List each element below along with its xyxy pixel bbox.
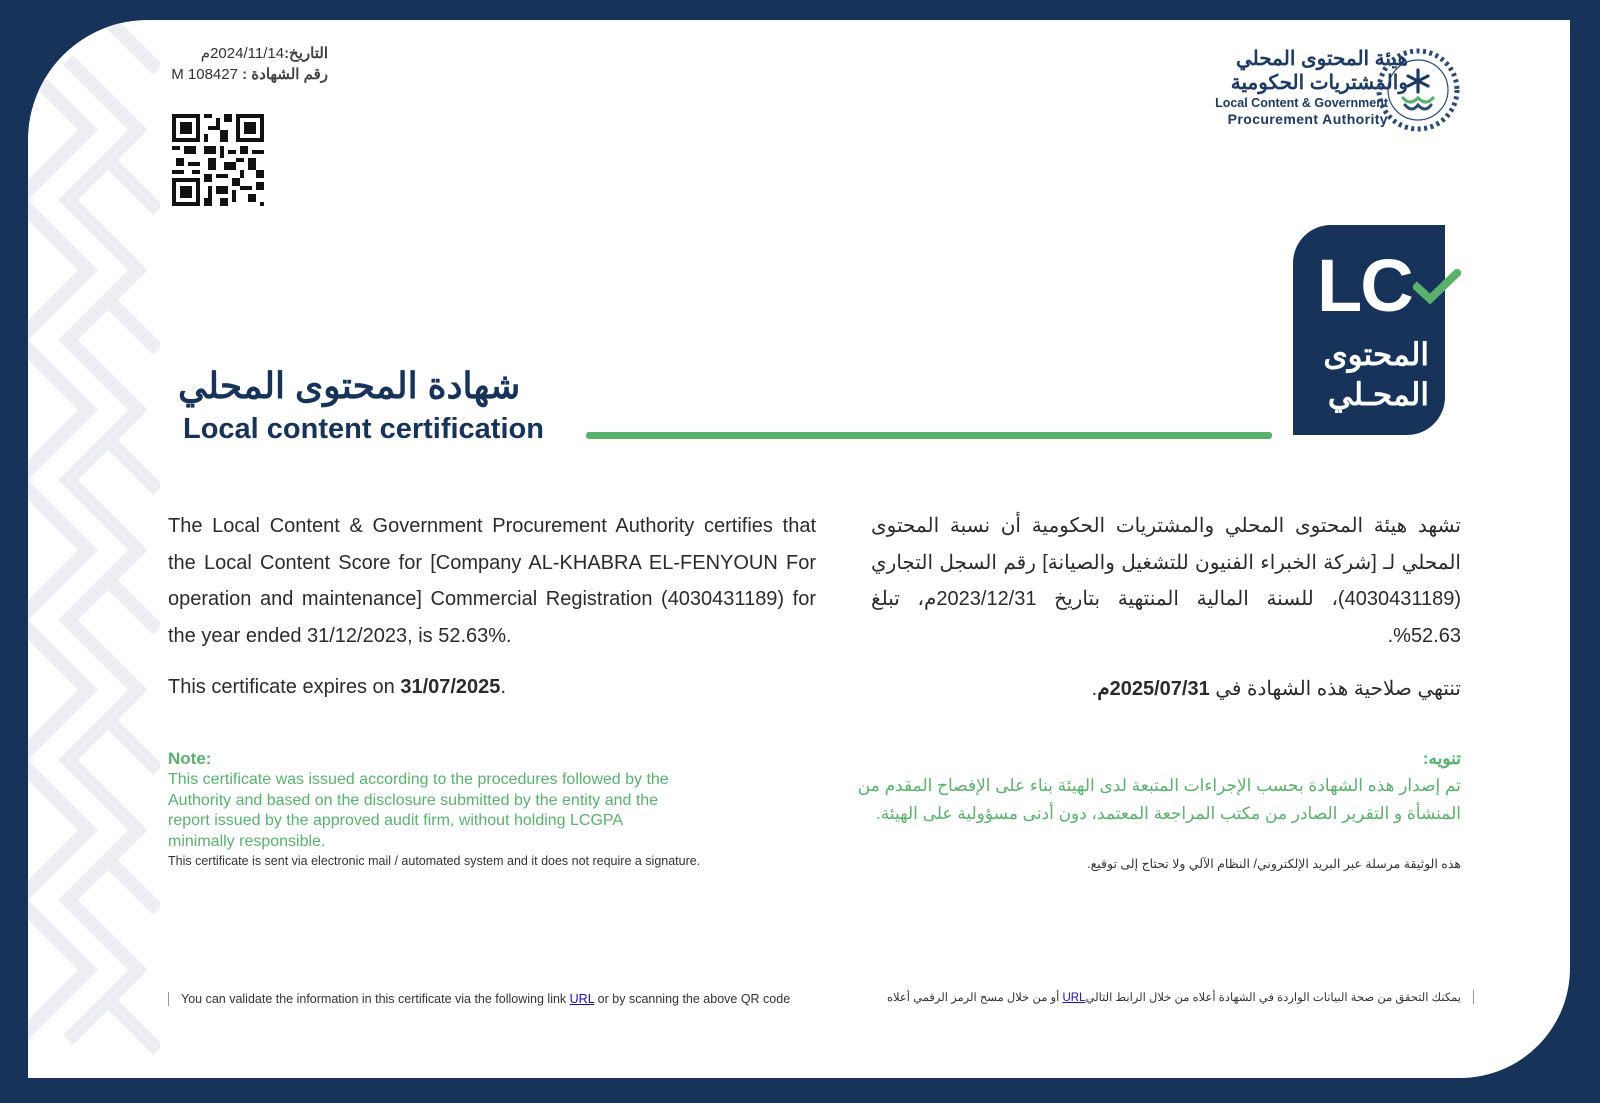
certificate-sheet — [28, 20, 1570, 1078]
signature-notice-en: This certificate is sent via electronic mail / automated system and it does not require a signature. — [168, 854, 701, 868]
authority-name-en-line2: Procurement Authority — [1227, 111, 1388, 127]
validation-footer-ar: يمكنك التحقق من صحة البيانات الواردة في الشهادة أعلاه من خلال الرابط التاليURL أو من خلال مسح الرمز الرقمي أعلاه — [868, 990, 1474, 1004]
note-label-en: Note: — [168, 749, 212, 768]
note-text-ar: تم إصدار هذه الشهادة بحسب الإجراءات المتبعة لدى الهيئة بناء على الإفصاح المقدم من المنشأة و التقرير الصادر من مكتب المراجعة المعتمد، دون أدنى مسؤولية على الهيئة. — [857, 776, 1461, 823]
decorative-pattern — [28, 20, 160, 1060]
validation-link-en[interactable]: URL — [569, 992, 595, 1006]
badge-text-line1: المحتوى — [1323, 337, 1429, 372]
authority-name-en-line1: Local Content & Government — [1215, 96, 1388, 110]
expiry-date-ar: 2025/07/31م — [1097, 678, 1210, 700]
badge-mark: LC — [1317, 244, 1412, 327]
authority-name-ar-line1: هيئة المحتوى المحلي — [1235, 48, 1408, 70]
badge-text-line2: المحـلي — [1327, 377, 1429, 412]
certification-text-ar: تشهد هيئة المحتوى المحلي والمشتريات الحكومية أن نسبة المحتوى المحلي لـ [شركة الخبراء الفنيون للتشغيل والصيانة] رقم السجل التجاري (4030431189)، للسنة المالية المنتهية بتاريخ 2023/12/31م، تبلغ 52.63%. — [871, 515, 1461, 647]
qr-code-icon[interactable] — [172, 114, 264, 206]
note-label-ar: تنويه: — [1422, 749, 1461, 768]
authority-seal-icon — [1374, 46, 1462, 134]
signature-notice-ar: هذه الوثيقة مرسلة عبر البريد الإلكتروني/ النظام الآلي ولا تحتاج إلى توقيع. — [1087, 857, 1461, 871]
expiry-ar: تنتهي صلاحية هذه الشهادة في 2025/07/31م. — [1091, 678, 1461, 700]
check-icon — [1413, 269, 1461, 305]
certification-text-en: The Local Content & Government Procurement Authority certifies that the Local Content Score for [Company AL-KHABRA EL-FENYOUN For operation and maintenance] Commercial Registration (4030431189) for the year ended 31/12/2023, is 52.63%. — [168, 515, 816, 647]
title-ar: شهادة المحتوى المحلي — [178, 365, 521, 406]
title-divider — [586, 432, 1272, 439]
issue-date: التاريخ:2024/11/14م — [200, 45, 328, 62]
title-en: Local content certification — [183, 413, 544, 445]
validation-footer-en: You can validate the information in this certificate via the following link URL or by scanning the above QR code — [168, 992, 841, 1006]
expiry-date-en: 31/07/2025 — [400, 676, 501, 698]
authority-name-ar-line2: والمشتريات الحكومية — [1230, 72, 1408, 94]
local-content-badge — [1293, 225, 1481, 437]
certificate-number: رقم الشهادة : M 108427 — [171, 66, 328, 83]
validation-link-ar[interactable]: URL — [1062, 992, 1086, 1004]
note-text-en: This certificate was issued according to the procedures followed by the Authority and based on the disclosure submitted by the entity and the report issued by the approved audit firm, without holding LCGPA minimally responsible. — [168, 771, 669, 850]
expiry-en: This certificate expires on 31/07/2025. — [168, 676, 506, 698]
